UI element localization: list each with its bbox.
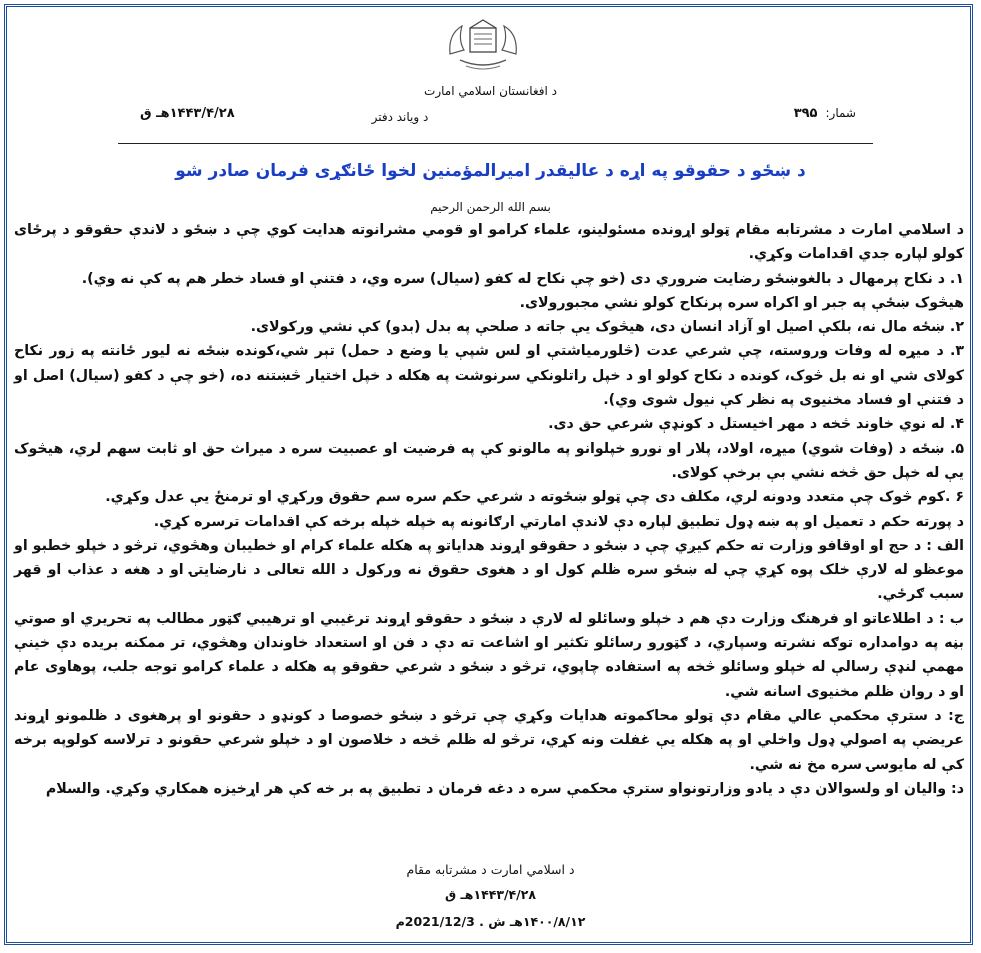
- footer-date-combined: ۱۴۰۰/۸/۱۲هـ ش . 2021/12/3م: [395, 914, 586, 929]
- paragraph: ج: د سترې محکمې عالي مقام دې ټولو محاکموته هدایات وکړي چې ترڅو د ښځو خصوصا د کونډو د حقونو او پرهغوی د ظلمونو اړوند عریضې په اصولي ډول واخلي او په هکله یې غفلت ونه کړي، ترڅو له ظلم څخه د خلاصون او د خپلو شرعي حقونو د ترلاسه کولوپه برخه کې له مایوسۍ سره مخ نه شي.: [14, 707, 964, 773]
- decree-body: [14, 218, 964, 801]
- emirate-emblem-icon: [440, 14, 526, 74]
- paragraph: ۱. د نکاح پرمهال د بالغوښځو رضایت ضروري دی (خو چې نکاح له کفو (سیال) سره وي، د فتنې او فساد خطر هم په کې نه وي).: [81, 270, 964, 287]
- paragraph: الف : د حج او اوقافو وزارت ته حکم کیږي چې د ښځو د حقوقو اړوند هدایاتو په هکله علماء کرام او خطیبان وهڅوي، ترڅو د خپلو خطبو او موعظو له لارې خلک پوه کړي چې له ښځو سره ظلم کول او د هغوی حقوق نه ورکول د الله تعالی د نارضایتۍ او د هغه د عذاب او قهر سبب ګرځي.: [14, 537, 964, 603]
- paragraph: د پورته حکم د تعمیل او په ښه ډول تطبیق لپاره دې لاندې امارتي ارګانونه په خپله خپله برخه کې اقدامات ترسره کړي.: [153, 513, 964, 530]
- paragraph: ۵. ښځه د (وفات شوي) میړه، اولاد، پلار او نورو خپلوانو په مالونو کې په فرضیت او عصبیت سره د میراث حق او ثابت سهم لري، هیڅوک یې له خپل حق څخه نشي بې برخې کولای.: [14, 440, 964, 481]
- number-label: شمار:: [825, 106, 856, 120]
- org-name: د افغانستان اسلامي امارت: [424, 84, 557, 98]
- paragraph: ۲. ښځه مال نه، بلکې اصیل او آزاد انسان دی، هیڅوک یې جاته د صلحې په بدل (بدو) کې نشي ورکولای.: [250, 319, 964, 336]
- header-date: ۱۴۴۳/۴/۲۸هـ ق: [140, 106, 235, 121]
- paragraph: هیڅوک ښځې په جبر او اکراه سره پرنکاح کولو نشي مجبورولای.: [519, 294, 964, 311]
- bismillah: بسم الله الرحمن الرحیم: [430, 200, 551, 214]
- paragraph: ۳. د میړه له وفات وروسته، چې شرعي عدت (څلورمیاشتې او لس شپې یا وضع د حمل) تېر شي،کونده ښځه نه لیور ځانته په زور نکاح کولای شي او نه بل څوک، کونده د نکاح کولو او د خپل راتلونکي سرنوشت په هکله د خپل اختیار څښتنه ده، (خو چې د کفو (سیال) اصل او د فتنې او فساد مخنیوی په نظر کې نیول شوی وي).: [14, 343, 964, 409]
- footer-date-hijri: ۱۴۴۳/۴/۲۸هـ ق: [444, 887, 536, 902]
- number-value: ۳۹۵: [793, 106, 818, 121]
- header-divider: [118, 143, 873, 144]
- paragraph: ۶ .کوم څوک چې متعدد ودونه لري، مکلف دی چې ټولو ښځوته د شرعي حکم سره سم حقوق ورکړي او ترمنځ یې عدل وکړي.: [105, 489, 964, 506]
- paragraph: د: والیان او ولسوالان دې د یادو وزارتونواو سترې محکمې سره د دغه فرمان د تطبیق په بر خه کې هر اړخیزه همکاري وکړي. والسلام: [45, 780, 964, 797]
- paragraph: ۴. له نوي خاوند څخه د مهر اخیستل د کونډې شرعي حق دی.: [548, 416, 964, 433]
- footer-signatory: د اسلامي امارت د مشرتابه مقام: [406, 862, 575, 877]
- paragraph: د اسلامي امارت د مشرتابه مقام ټولو اړونده مسئولینو، علماء کرامو او قومي مشرانوته هدایت کوي چې د ښځو د لاندې حقوقو د پرځای کولو لپاره جدي اقدامات وکړي.: [14, 222, 964, 263]
- document-number: [794, 106, 856, 121]
- paragraph: ب : د اطلاعاتو او فرهنګ وزارت دې هم د خپلو وسائلو له لارې د ښځو د حقوقو اړوند ترغیبي او ترهیبي ګټور مطالب په تحریري او صوتي بڼه په دوامداره توګه نشرته وسپاري، د ګټورو رسائلو تکثیر او اشاعت ته دې د فن او استعداد خاوندان وهڅوي، تر ممکنه بریده دې خینې مهمې لنډې رسالې له خپلو وسائلو څخه په استفاده چاپوي، ترڅو د ښځو د شرعي حقوقو په هکله د علماء کرامو توجه جلب، پوهاوی عام او د روان ظلم مخنیوی اسانه شي.: [14, 610, 964, 700]
- office-name: د ویاند دفتر: [371, 110, 429, 124]
- page-title: د ښځو د حقوقو په اړه د عالیقدر امیرالمؤمنین لخوا ځانګړی فرمان صادر شو: [175, 161, 806, 181]
